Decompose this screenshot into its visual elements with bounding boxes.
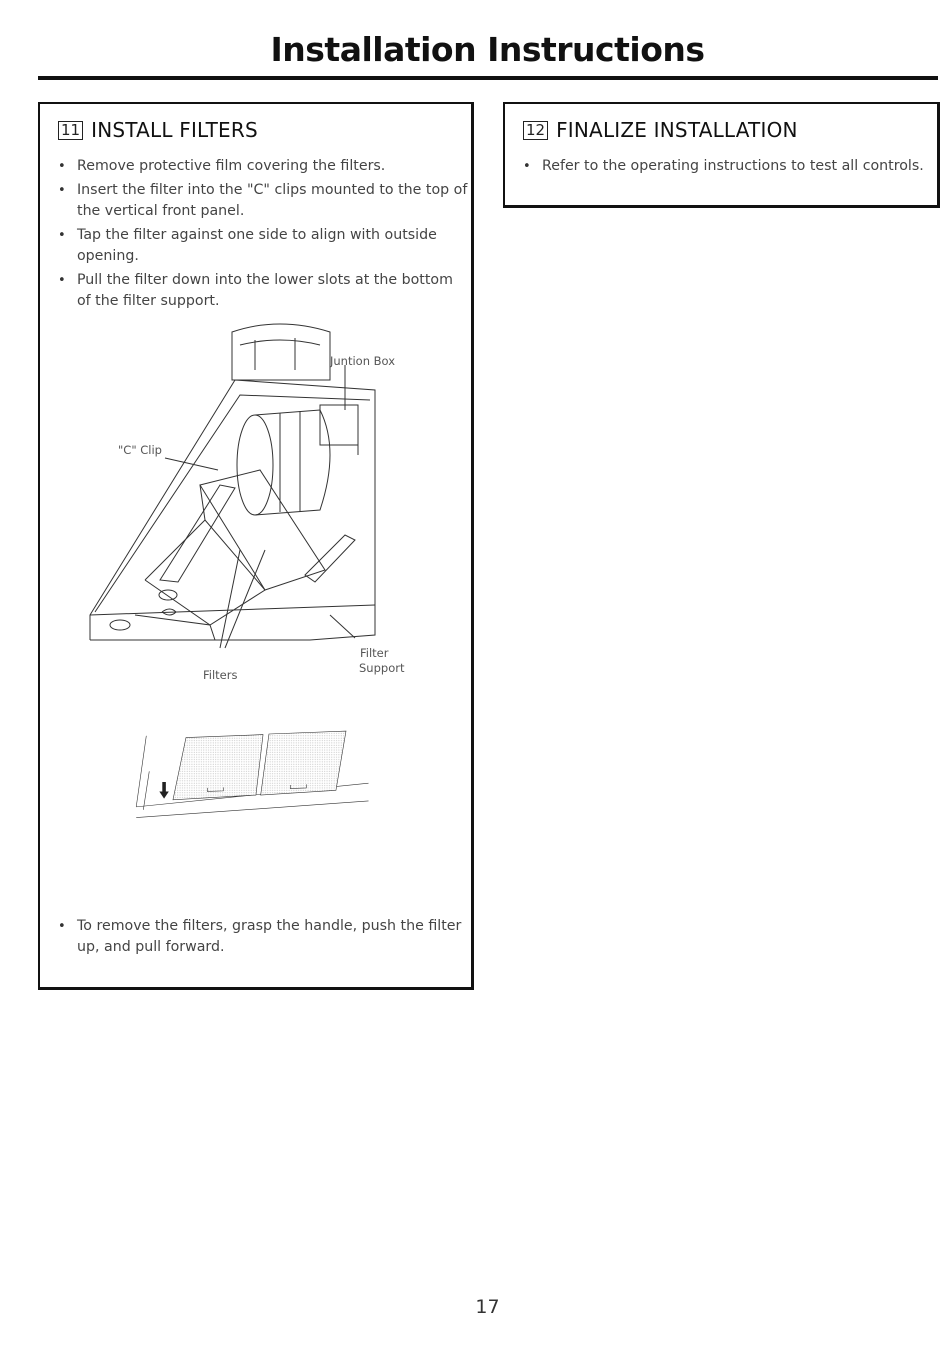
title-divider: [38, 76, 938, 80]
cabinet-edge: [136, 736, 146, 807]
filter-panel-right: [261, 731, 346, 795]
page-number: 17: [475, 1296, 500, 1318]
label-filters: Filters: [203, 668, 238, 682]
filter-panel-left: [173, 735, 263, 800]
list-item: • Insert the filter into the "C" clips mounted to the top of the vertical front panel.: [58, 180, 468, 222]
step-number-12: 12: [523, 121, 548, 140]
finalize-installation-heading: [523, 118, 798, 142]
finalize-installation-steps: [523, 156, 938, 180]
list-item: • Tap the filter against one side to align with outside opening.: [58, 225, 468, 267]
step-number-11: 11: [58, 121, 83, 140]
install-filters-title: INSTALL FILTERS: [91, 118, 258, 142]
filter-removal-diagram: [50, 718, 450, 878]
label-junction-box: Juntion Box: [330, 354, 396, 368]
page-title: Installation Instructions: [270, 30, 705, 69]
label-filter-support-2: Support: [359, 661, 405, 675]
hood-shell: [90, 380, 375, 640]
arrow-down-icon: [159, 782, 168, 799]
finalize-installation-title: FINALIZE INSTALLATION: [556, 118, 798, 142]
list-item: • Pull the filter down into the lower slots at the bottom of the filter support.: [58, 270, 468, 312]
list-item: • To remove the filters, grasp the handle, push the filter up, and pull forward.: [58, 916, 468, 958]
label-c-clip: "C" Clip: [118, 443, 162, 457]
remove-filters-note: [58, 916, 468, 961]
filter-support: [200, 470, 325, 590]
blower-end: [237, 415, 273, 515]
chimney-outline: [232, 324, 330, 380]
filter-right: [305, 535, 355, 582]
install-filters-heading: [58, 118, 258, 142]
finalize-installation-panel: [503, 102, 940, 208]
filter-left: [160, 485, 235, 582]
list-item: • Remove protective film covering the filters.: [58, 156, 468, 177]
list-item: • Refer to the operating instructions to test all controls.: [523, 156, 938, 177]
hood-filter-diagram: [50, 220, 430, 690]
label-filter-support-1: Filter: [360, 646, 389, 660]
